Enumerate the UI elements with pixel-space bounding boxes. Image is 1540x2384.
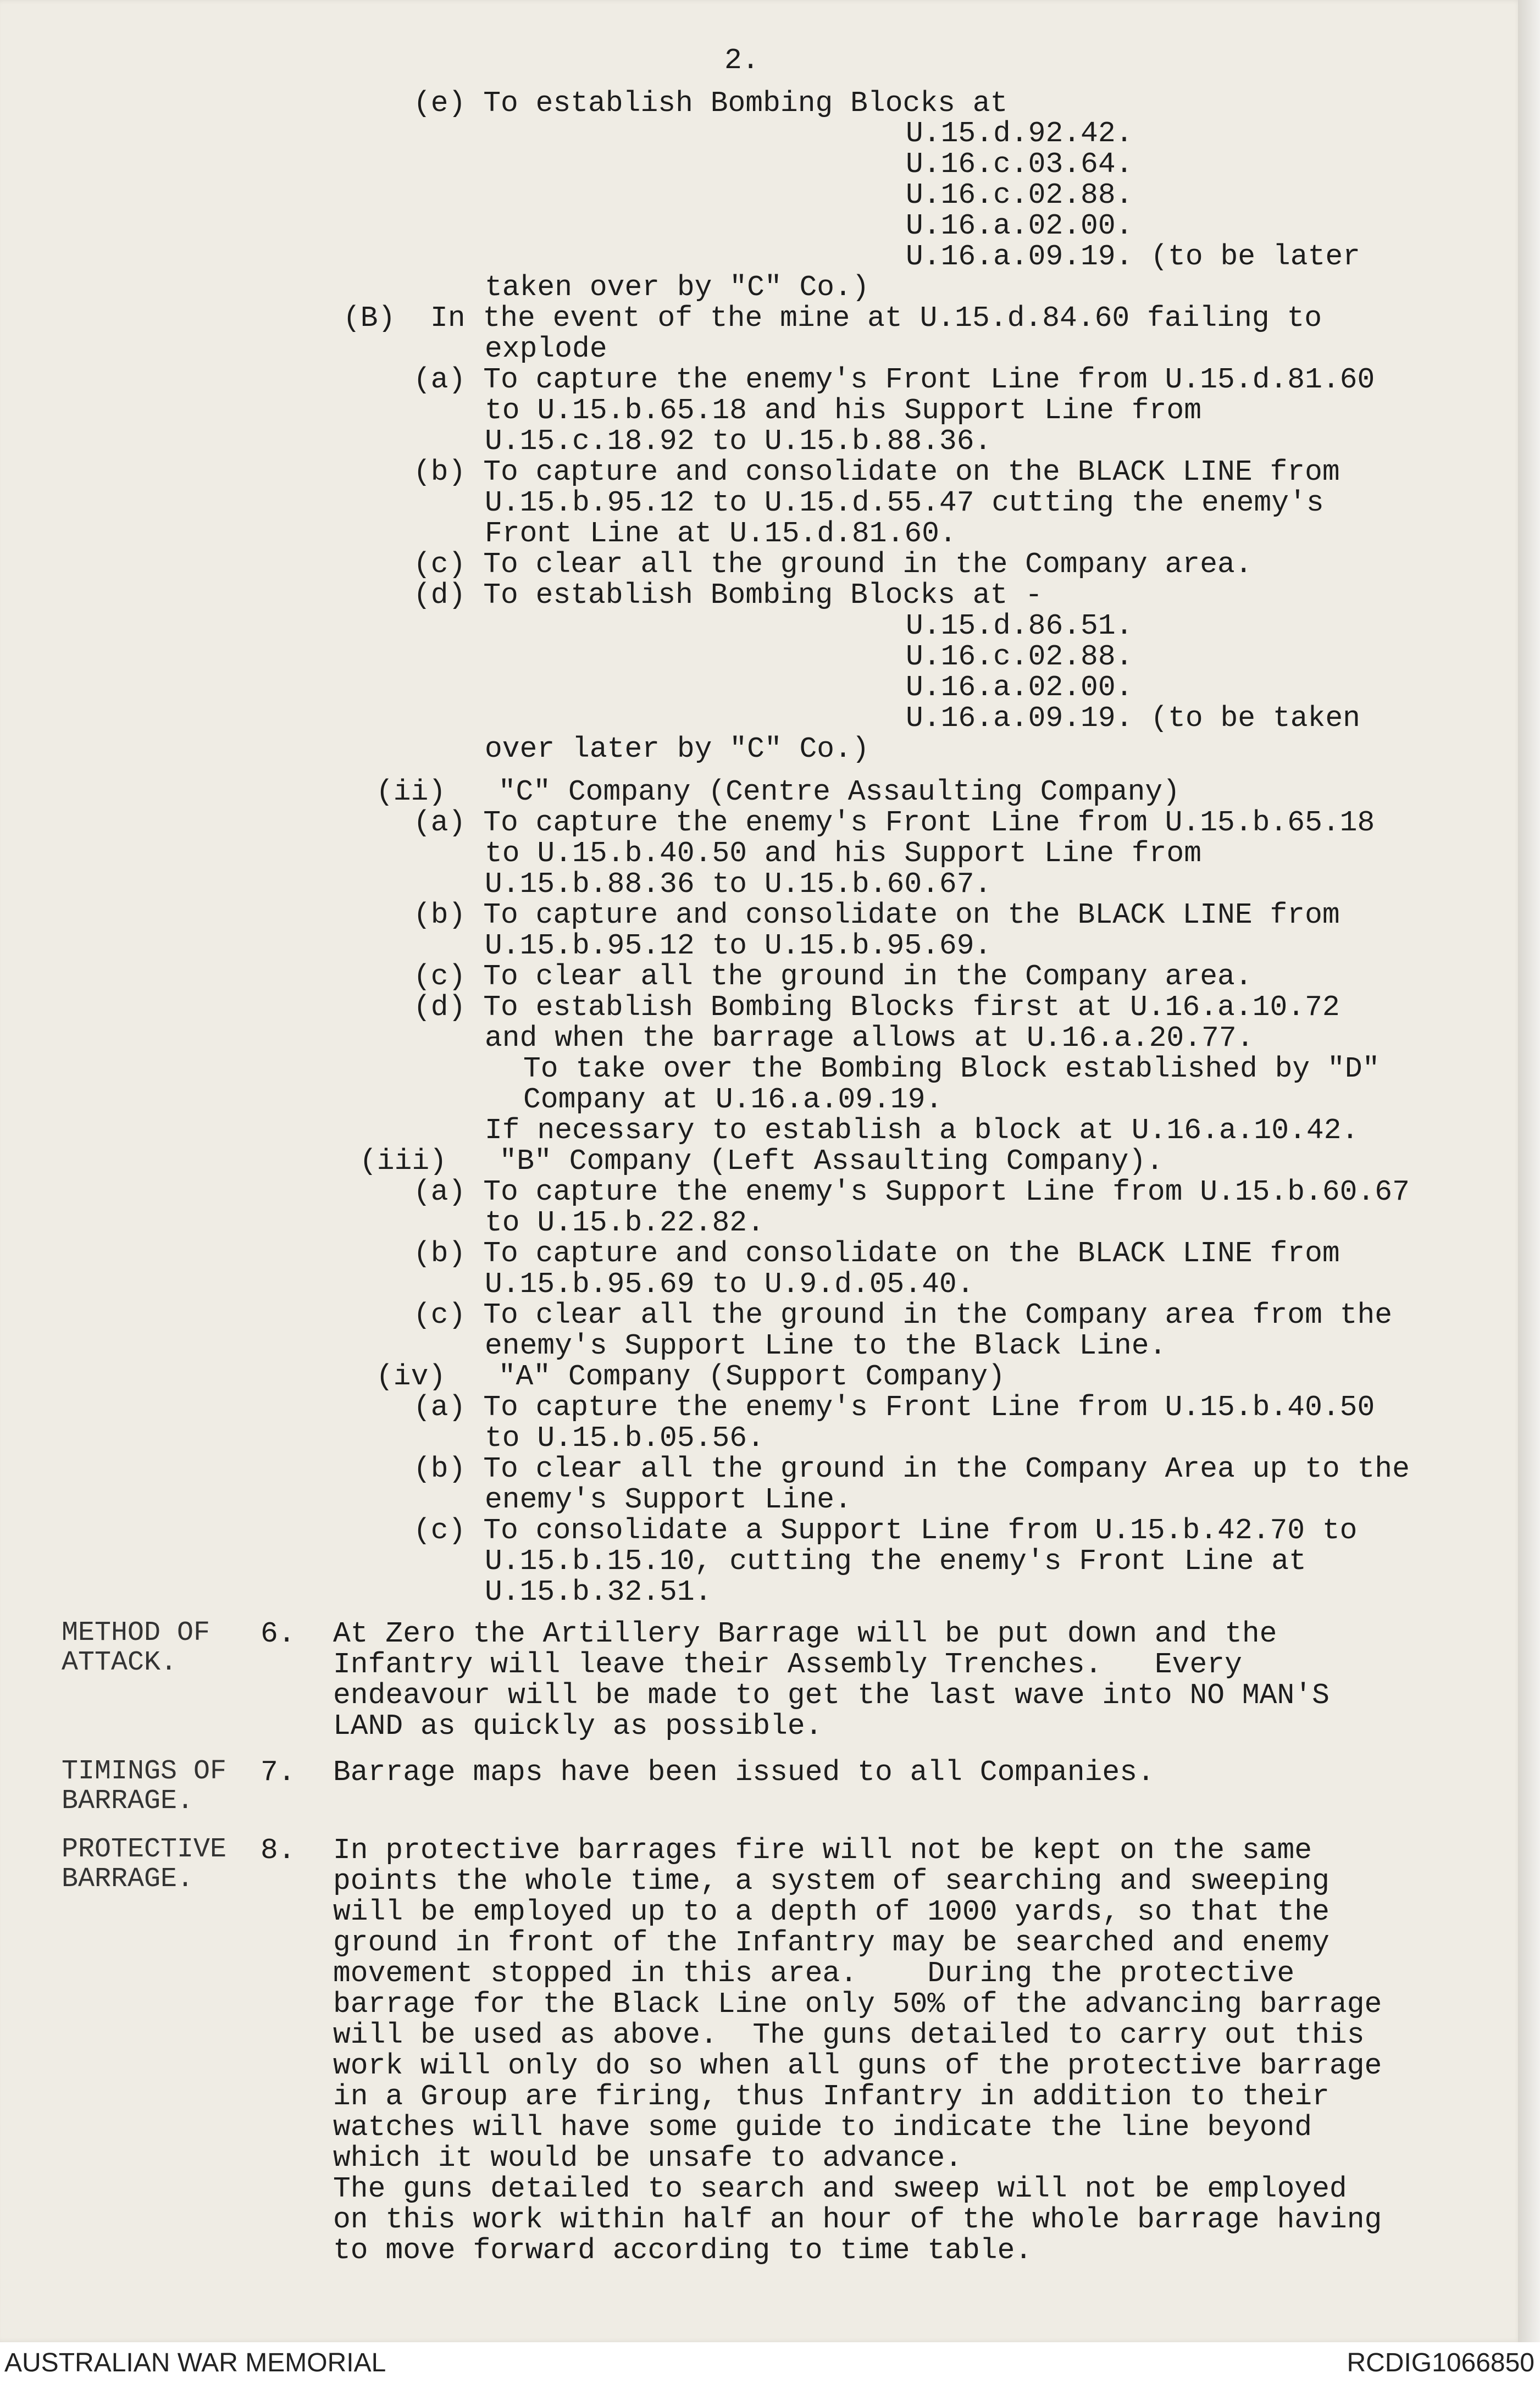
text-line: LAND as quickly as possible. [333,1710,823,1743]
text-line: (d) To establish Bombing Blocks first at U.16.a.10.72 [413,991,1340,1024]
text-line: U.16.a.09.19. (to be later [906,240,1360,273]
section-heading: TIMINGS OF [62,1756,227,1787]
text-line: work will only do so when all guns of the protective barrage [333,2049,1382,2082]
text-line: (b) To clear all the ground in the Company Area up to the [413,1452,1410,1485]
section-heading: METHOD OF [62,1617,210,1649]
text-line: over later by "C" Co.) [485,733,869,766]
text-line: barrage for the Black Line only 50% of the advancing barrage [333,1988,1382,2021]
text-line: U.16.a.09.19. (to be taken [906,702,1360,735]
text-line: U.16.a.02.00. [906,671,1133,704]
section-heading: ATTACK. [62,1647,178,1678]
text-line: which it would be unsafe to advance. [333,2142,962,2175]
text-line: (c) To clear all the ground in the Company area from the [413,1299,1393,1332]
text-line: U.15.b.95.69 to U.9.d.05.40. [485,1268,974,1301]
text-line: on this work within half an hour of the whole barrage having [333,2203,1382,2236]
text-line: If necessary to establish a block at U.16.a.10.42. [485,1114,1359,1147]
text-line: (c) To clear all the ground in the Company area. [413,960,1253,993]
text-line: will be employed up to a depth of 1000 yards, so that the [333,1895,1330,1928]
text-line: U.15.b.95.12 to U.15.b.95.69. [485,929,992,962]
archive-reference: RCDIG1066850 [1347,2348,1535,2377]
text-line: to U.15.b.05.56. [485,1422,765,1455]
text-line: (b) To capture and consolidate on the BLACK LINE from [413,899,1340,932]
text-line: to U.15.b.22.82. [485,1206,765,1239]
archive-name: AUSTRALIAN WAR MEMORIAL [4,2348,386,2377]
text-line: (B) In the event of the mine at U.15.d.84.60 failing to [343,302,1322,335]
text-line: (c) To consolidate a Support Line from U.15.b.42.70 to [413,1514,1358,1547]
text-line: U.15.b.95.12 to U.15.d.55.47 cutting the enemy's [485,486,1324,519]
text-line: U.15.c.18.92 to U.15.b.88.36. [485,425,992,458]
text-line: Infantry will leave their Assembly Trenches. Every [333,1648,1242,1681]
text-line: and when the barrage allows at U.16.a.20.77. [485,1022,1254,1055]
text-line: enemy's Support Line to the Black Line. [485,1329,1167,1362]
text-line: to U.15.b.65.18 and his Support Line from [485,394,1202,427]
page-number: 2. [724,44,760,77]
text-line: U.16.c.02.88. [906,179,1133,212]
text-line: will be used as above. The guns detailed to carry out this [333,2019,1365,2052]
text-line: (ii) "C" Company (Centre Assaulting Company) [376,775,1181,808]
text-line: U.16.a.02.00. [906,209,1133,242]
text-line: U.16.c.02.88. [906,640,1133,673]
archive-footer [0,2342,1540,2384]
text-line: movement stopped in this area. During the protective [333,1957,1295,1990]
section-heading: PROTECTIVE [62,1834,227,1865]
text-line: To take over the Bombing Block established by "D" [523,1052,1380,1085]
text-line: (iv) "A" Company (Support Company) [376,1360,1005,1393]
section-number: 6. [261,1617,296,1650]
text-line: (a) To capture the enemy's Front Line from U.15.d.81.60 [413,363,1375,396]
text-line: endeavour will be made to get the last wave into NO MAN'S [333,1679,1330,1712]
text-line: Front Line at U.15.d.81.60. [485,517,957,550]
text-line: Company at U.16.a.09.19. [523,1083,943,1116]
section-heading: BARRAGE. [62,1786,194,1817]
text-line: U.15.b.32.51. [485,1576,712,1609]
text-line: to move forward according to time table. [333,2234,1033,2267]
text-line: U.15.b.15.10, cutting the enemy's Front Line at [485,1545,1306,1578]
text-line: (d) To establish Bombing Blocks at - [413,579,1043,612]
text-line: explode [485,332,607,365]
text-line: (a) To capture the enemy's Front Line from U.15.b.40.50 [413,1391,1375,1424]
text-line: The guns detailed to search and sweep will not be employed [333,2172,1347,2205]
text-line: watches will have some guide to indicate the line beyond [333,2111,1312,2144]
section-number: 7. [261,1756,296,1789]
text-line: (iii) "B" Company (Left Assaulting Company). [359,1145,1164,1178]
text-line: U.15.b.88.36 to U.15.b.60.67. [485,868,992,901]
text-line: U.15.d.92.42. [906,117,1133,150]
text-line: to U.15.b.40.50 and his Support Line from [485,837,1202,870]
text-line: (e) To establish Bombing Blocks at [413,87,1008,120]
text-line: (a) To capture the enemy's Front Line from U.15.b.65.18 [413,806,1375,839]
text-line: Barrage maps have been issued to all Companies. [333,1756,1155,1789]
text-line: taken over by "C" Co.) [485,271,869,304]
text-line: U.15.d.86.51. [906,609,1133,642]
text-line: ground in front of the Infantry may be searched and enemy [333,1926,1330,1959]
section-heading: BARRAGE. [62,1864,194,1895]
text-line: points the whole time, a system of searching and sweeping [333,1865,1330,1898]
text-line: in a Group are firing, thus Infantry in addition to their [333,2080,1330,2113]
section-number: 8. [261,1834,296,1867]
text-line: At Zero the Artillery Barrage will be put down and the [333,1617,1277,1650]
text-line: In protective barrages fire will not be kept on the same [333,1834,1312,1867]
text-line: (a) To capture the enemy's Support Line from U.15.b.60.67 [413,1176,1410,1208]
text-line: enemy's Support Line. [485,1483,852,1516]
text-line: U.16.c.03.64. [906,148,1133,181]
text-line: (b) To capture and consolidate on the BLACK LINE from [413,1237,1340,1270]
text-line: (c) To clear all the ground in the Company area. [413,548,1253,581]
text-line: (b) To capture and consolidate on the BLACK LINE from [413,456,1340,489]
paper-edge [1518,0,1540,2342]
